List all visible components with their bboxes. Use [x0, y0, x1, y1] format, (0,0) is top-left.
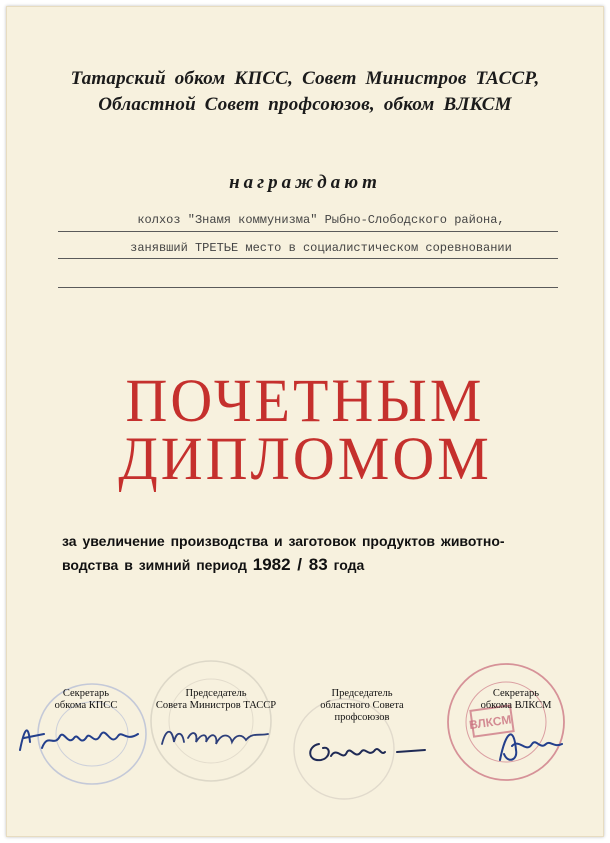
diploma-title-line-2: ДИПЛОМОМ	[118, 424, 492, 493]
recipient-line-2: занявший ТРЕТЬЕ место в социалистическом соревновании	[130, 241, 512, 255]
signature-kpss	[14, 712, 144, 760]
signatory-vlksm-org: обкома ВЛКСМ	[480, 700, 552, 711]
diploma-page	[6, 6, 604, 837]
award-verb: награждают	[229, 172, 381, 193]
signature-vlksm	[486, 720, 566, 772]
award-reason-prefix: водства в зимний период	[62, 557, 247, 573]
signatory-kpss-title: Секретарь	[62, 688, 110, 699]
vlksm-seal-mark: ВЛКСМ	[468, 712, 513, 733]
signatory-vlksm	[461, 688, 571, 712]
issuer-line-2: Областной Совет профсоюзов, обком ВЛКСМ	[98, 94, 512, 115]
signature-trade-unions	[301, 732, 441, 768]
signatory-trade-unions-org: областного Совета	[320, 700, 404, 711]
signatory-trade-unions-title: Председатель	[331, 688, 393, 699]
recipient-rule-1	[58, 231, 558, 232]
signatory-kpss	[36, 688, 136, 712]
signatory-kpss-org: обкома КПСС	[54, 700, 118, 711]
signatory-sovmin	[146, 688, 286, 712]
diploma-title-line-1: ПОЧЕТНЫМ	[125, 366, 485, 435]
signatory-vlksm-title: Секретарь	[492, 688, 540, 699]
issuer-line-1: Татарский обком КПСС, Совет Министров ТАССР,	[70, 68, 540, 89]
recipient-rule-3	[58, 287, 558, 288]
signatory-sovmin-title: Председатель	[185, 688, 247, 699]
award-reason-suffix: года	[333, 557, 365, 573]
signature-sovmin	[156, 718, 286, 754]
signatory-trade-unions	[302, 688, 422, 724]
recipient-line-1: колхоз "Знамя коммунизма" Рыбно-Слободского района,	[137, 213, 505, 227]
recipient-rule-2	[58, 258, 558, 259]
signatory-trade-unions-org-2: профсоюзов	[334, 712, 390, 723]
signatory-sovmin-org: Совета Министров ТАССР	[155, 700, 277, 711]
award-reason-line-1: за увеличение производства и заготовок продуктов животно-	[62, 533, 505, 549]
award-reason-line-2	[62, 555, 364, 575]
award-reason-period: 1982 / 83	[252, 555, 328, 574]
